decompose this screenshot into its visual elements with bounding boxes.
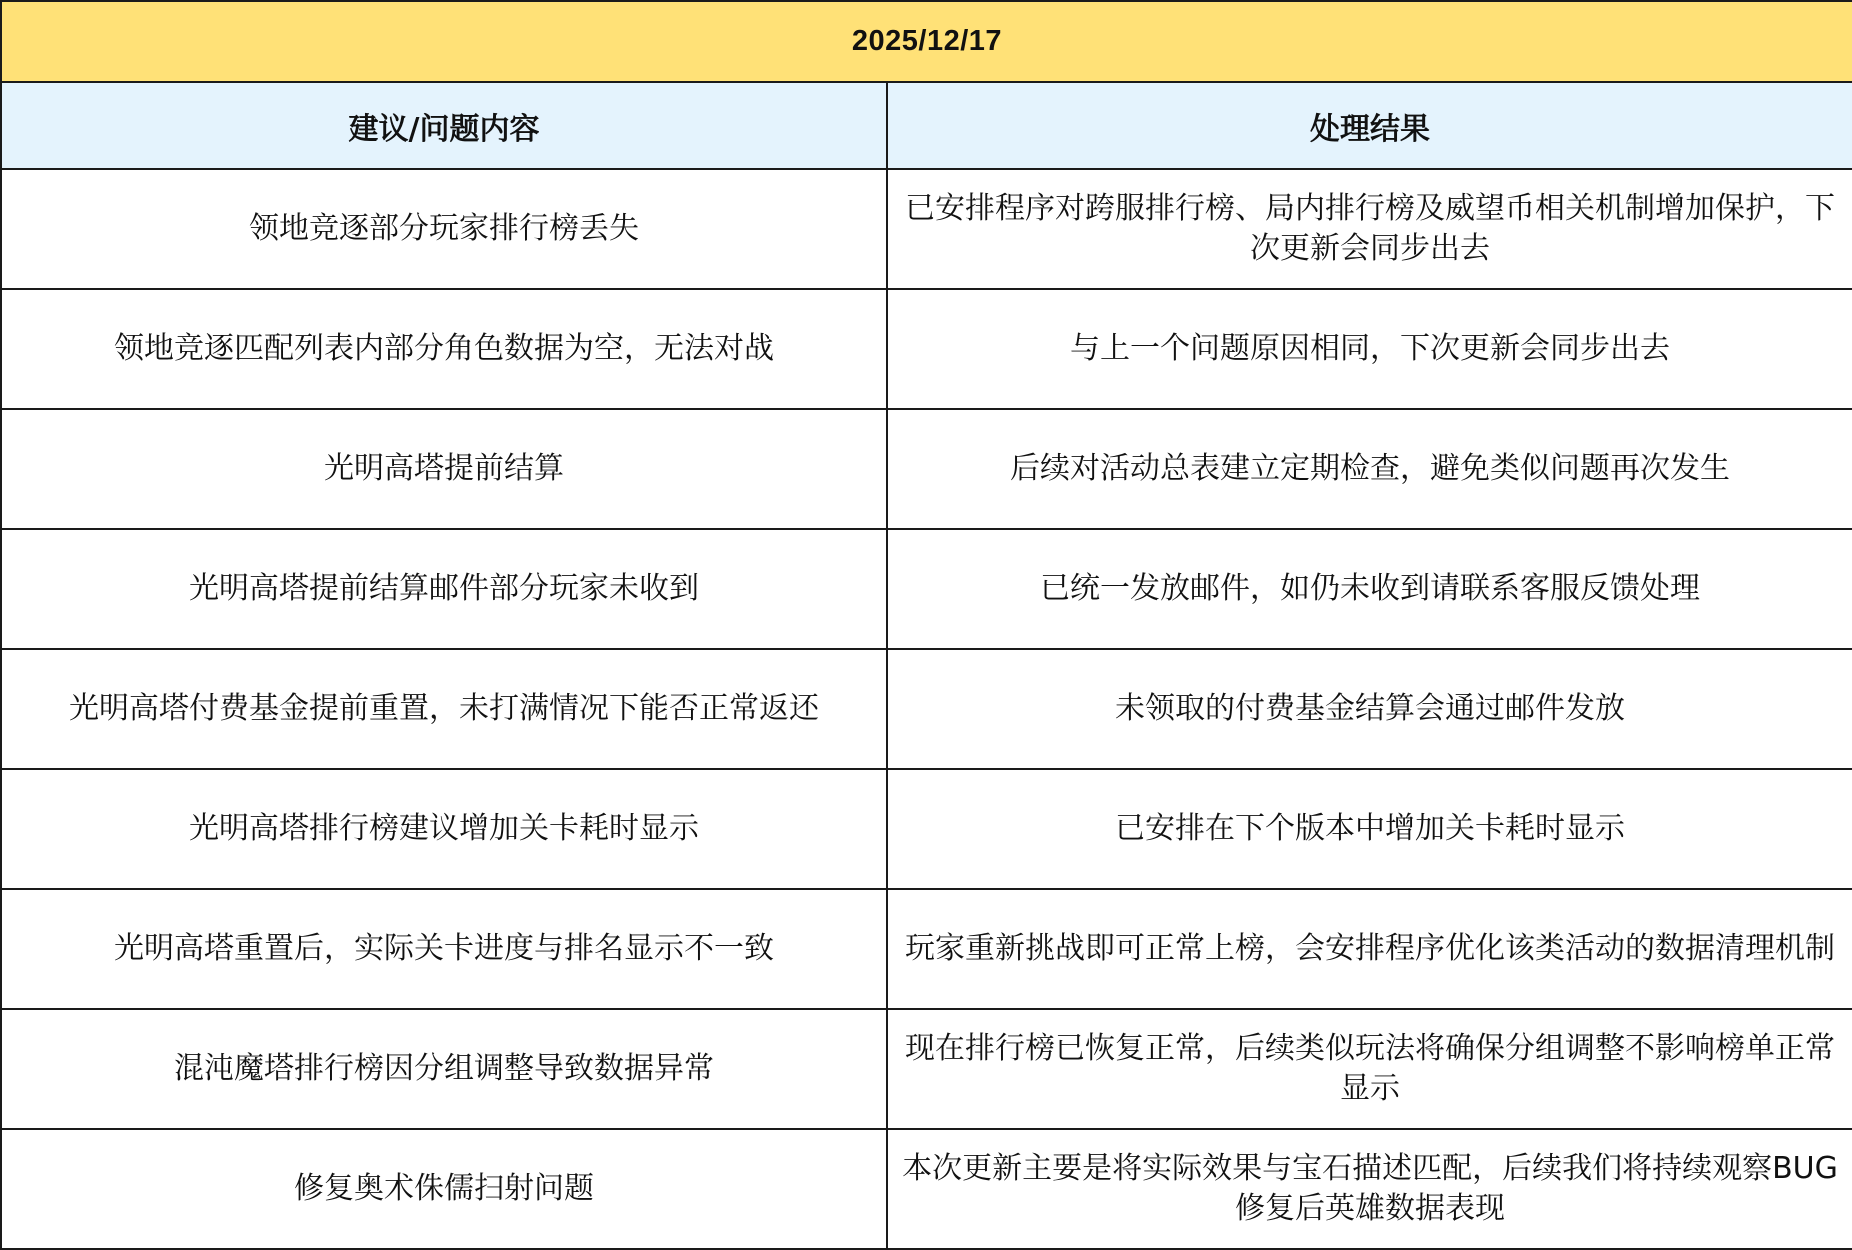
table-row bbox=[1, 769, 1852, 889]
table-row bbox=[1, 1129, 1852, 1249]
issue-cell: 领地竞逐部分玩家排行榜丢失 bbox=[1, 169, 887, 289]
issue-cell: 修复奥术侏儒扫射问题 bbox=[1, 1129, 887, 1249]
issue-cell: 混沌魔塔排行榜因分组调整导致数据异常 bbox=[1, 1009, 887, 1129]
issue-cell: 光明高塔提前结算邮件部分玩家未收到 bbox=[1, 529, 887, 649]
column-header-issue: 建议/问题内容 bbox=[1, 82, 887, 169]
table-row bbox=[1, 1009, 1852, 1129]
result-cell: 已安排程序对跨服排行榜、局内排行榜及威望币相关机制增加保护，下次更新会同步出去 bbox=[887, 169, 1852, 289]
table-row bbox=[1, 409, 1852, 529]
issue-cell: 光明高塔重置后，实际关卡进度与排名显示不一致 bbox=[1, 889, 887, 1009]
issue-cell: 光明高塔付费基金提前重置，未打满情况下能否正常返还 bbox=[1, 649, 887, 769]
result-cell: 本次更新主要是将实际效果与宝石描述匹配，后续我们将持续观察BUG修复后英雄数据表现 bbox=[887, 1129, 1852, 1249]
table-row bbox=[1, 289, 1852, 409]
result-cell: 未领取的付费基金结算会通过邮件发放 bbox=[887, 649, 1852, 769]
table-row bbox=[1, 529, 1852, 649]
result-cell: 玩家重新挑战即可正常上榜，会安排程序优化该类活动的数据清理机制 bbox=[887, 889, 1852, 1009]
issue-cell: 光明高塔提前结算 bbox=[1, 409, 887, 529]
date-title: 2025/12/17 bbox=[1, 1, 1852, 82]
date-row bbox=[1, 1, 1852, 82]
column-header-result: 处理结果 bbox=[887, 82, 1852, 169]
result-cell: 与上一个问题原因相同，下次更新会同步出去 bbox=[887, 289, 1852, 409]
column-header-row bbox=[1, 82, 1852, 169]
result-cell: 现在排行榜已恢复正常，后续类似玩法将确保分组调整不影响榜单正常显示 bbox=[887, 1009, 1852, 1129]
issue-cell: 光明高塔排行榜建议增加关卡耗时显示 bbox=[1, 769, 887, 889]
result-cell: 已统一发放邮件，如仍未收到请联系客服反馈处理 bbox=[887, 529, 1852, 649]
issue-cell: 领地竞逐匹配列表内部分角色数据为空，无法对战 bbox=[1, 289, 887, 409]
table-row bbox=[1, 889, 1852, 1009]
result-cell: 已安排在下个版本中增加关卡耗时显示 bbox=[887, 769, 1852, 889]
result-cell: 后续对活动总表建立定期检查，避免类似问题再次发生 bbox=[887, 409, 1852, 529]
table-row bbox=[1, 649, 1852, 769]
table-row bbox=[1, 169, 1852, 289]
